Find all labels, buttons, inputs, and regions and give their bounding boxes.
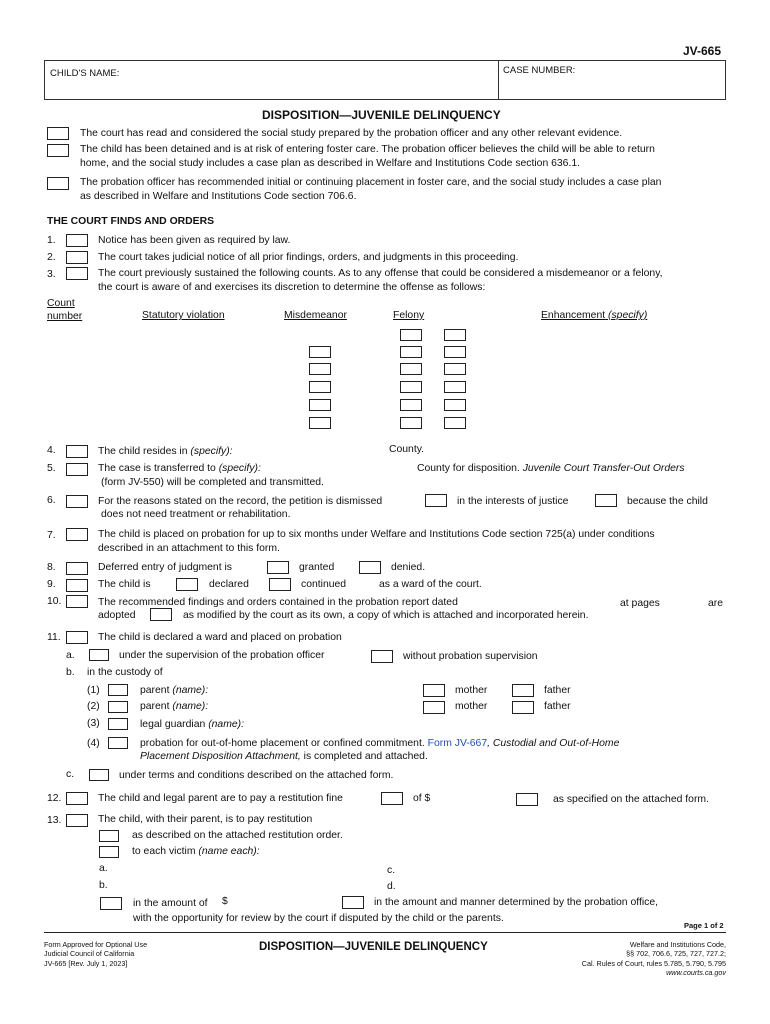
item-1-number: 1.: [47, 235, 56, 246]
custody-2-checkbox[interactable]: [108, 701, 128, 713]
item-4-text: [98, 445, 233, 458]
item-5-checkbox[interactable]: [66, 463, 88, 476]
count-3-enhancement-checkbox[interactable]: [444, 363, 466, 375]
case-number-label: CASE NUMBER:: [503, 65, 576, 76]
item-11-text: The child is declared a ward and placed on probation: [98, 632, 342, 643]
footer-sections: §§ 702, 706.6, 725, 727, 727.2;: [626, 949, 726, 958]
foster-care-risk-text-2: home, and the social study includes a case plan as described in Welfare and Institutions Code section 636.1.: [80, 158, 581, 169]
victim-d-label: d.: [387, 881, 396, 892]
no-supervision-checkbox[interactable]: [371, 650, 393, 663]
interests-of-justice-label: in the interests of justice: [457, 496, 569, 507]
custody-1-label: parent: [140, 685, 170, 696]
item-3-number: 3.: [47, 269, 56, 280]
custody-4-label: probation for out-of-home placement or confined commitment.: [140, 738, 425, 749]
item-8-checkbox[interactable]: [66, 562, 88, 575]
item-9-number: 9.: [47, 579, 56, 590]
each-victim-specify: (name each):: [198, 846, 260, 857]
fine-amount-checkbox[interactable]: [381, 792, 403, 805]
as-modified-text: as modified by the court as its own, a copy of which is attached and incorporated herein.: [183, 610, 589, 621]
item-9-checkbox[interactable]: [66, 579, 88, 592]
item-11-checkbox[interactable]: [66, 631, 88, 644]
item-11b-letter: b.: [66, 667, 75, 678]
footer-revision: JV-665 [Rev. July 1, 2023]: [44, 959, 128, 968]
count-2-enhancement-checkbox[interactable]: [444, 346, 466, 358]
ward-continued-label: continued: [301, 579, 347, 590]
deferred-granted-checkbox[interactable]: [267, 561, 289, 574]
custody-3-label: legal guardian: [140, 719, 206, 730]
item-1-text: Notice has been given as required by law.: [98, 235, 291, 246]
count-header: Count: [47, 298, 75, 309]
item-5-specify: (specify):: [218, 463, 261, 474]
ward-declared-checkbox[interactable]: [176, 578, 198, 591]
custody-4-completed: is completed and attached.: [303, 751, 428, 762]
custody-2-father-label: father: [544, 701, 571, 712]
as-modified-checkbox[interactable]: [150, 608, 172, 621]
transfer-out-orders-title: Juvenile Court Transfer-Out Orders: [522, 463, 685, 474]
item-5-county: [417, 462, 685, 475]
item-10-text: The recommended findings and orders contained in the probation report dated: [98, 597, 458, 608]
item-4-specify: (specify):: [190, 446, 233, 457]
no-treatment-label: because the child: [627, 496, 708, 507]
page-number: Page 1 of 2: [684, 921, 724, 930]
count-2-misdemeanor-checkbox[interactable]: [309, 346, 331, 358]
item-6-number: 6.: [47, 495, 56, 506]
item-11a-checkbox[interactable]: [89, 649, 109, 661]
footer-title: DISPOSITION—JUVENILE DELINQUENCY: [259, 941, 488, 953]
count-2-felony-checkbox[interactable]: [400, 346, 422, 358]
custody-1-father-label: father: [544, 685, 571, 696]
item-13-checkbox[interactable]: [66, 814, 88, 827]
case-number-field[interactable]: [498, 60, 726, 100]
item-2-text: The court takes judicial notice of all prior findings, orders, and judgments in this proceeding.: [98, 252, 519, 263]
deferred-denied-label: denied.: [391, 562, 426, 573]
item-1-checkbox[interactable]: [66, 234, 88, 247]
custody-3-checkbox[interactable]: [108, 718, 128, 730]
count-5-misdemeanor-checkbox[interactable]: [309, 399, 331, 411]
count-4-misdemeanor-checkbox[interactable]: [309, 381, 331, 393]
item-3-text-2: the court is aware of and exercises its discretion to determine the offense as follows:: [98, 282, 486, 293]
custody-2-label: parent: [140, 701, 170, 712]
custody-4-form-title: , Custodial and Out-of-Home: [487, 738, 620, 749]
social-study-checkbox[interactable]: [47, 127, 69, 140]
foster-placement-text: The probation officer has recommended initial or continuing placement in foster care, and the social study includes a case plan: [80, 177, 662, 188]
enhancement-label: Enhancement: [541, 310, 606, 321]
count-4-enhancement-checkbox[interactable]: [444, 381, 466, 393]
item-11c-text: under terms and conditions described on the attached form.: [119, 770, 394, 781]
count-4-felony-checkbox[interactable]: [400, 381, 422, 393]
item-10-are: are: [708, 598, 724, 609]
enhancement-header: [541, 309, 647, 322]
item-5-text-2: (form JV-550) will be completed and transmitted.: [101, 477, 324, 488]
custody-1-name: (name):: [172, 685, 209, 696]
item-4-county: County.: [389, 444, 425, 455]
interests-of-justice-checkbox[interactable]: [425, 494, 447, 507]
felony-header: Felony: [393, 310, 425, 321]
custody-1-text: [140, 684, 208, 697]
page-title: DISPOSITION—JUVENILE DELINQUENCY: [262, 108, 501, 122]
custody-1-mother-checkbox[interactable]: [423, 684, 445, 697]
footer-rules: Cal. Rules of Court, rules 5.785, 5.790, 5.795: [581, 959, 726, 968]
restitution-order-checkbox[interactable]: [99, 830, 119, 842]
item-11a-text: under the supervision of the probation officer: [119, 650, 325, 661]
deferred-denied-checkbox[interactable]: [359, 561, 381, 574]
fine-as-specified-checkbox[interactable]: [516, 793, 538, 806]
victim-c-label: c.: [387, 865, 396, 876]
item-12-text: The child and legal parent are to pay a restitution fine: [98, 793, 343, 804]
item-7-checkbox[interactable]: [66, 528, 88, 541]
item-2-checkbox[interactable]: [66, 251, 88, 264]
item-7-number: 7.: [47, 530, 56, 541]
custody-2-mother-label: mother: [455, 701, 488, 712]
custody-4-checkbox[interactable]: [108, 737, 128, 749]
item-11c-letter: c.: [66, 769, 75, 780]
restitution-amount-checkbox[interactable]: [100, 897, 122, 910]
item-13-number: 13.: [47, 815, 62, 826]
victim-a-label: a.: [99, 863, 108, 874]
custody-2-number: (2): [87, 701, 100, 712]
count-3-misdemeanor-checkbox[interactable]: [309, 363, 331, 375]
probation-determined-text: in the amount and manner determined by the probation office,: [374, 897, 659, 908]
item-6-checkbox[interactable]: [66, 495, 88, 508]
item-5-text: [98, 462, 261, 475]
custody-2-father-checkbox[interactable]: [512, 701, 534, 714]
item-10-checkbox[interactable]: [66, 595, 88, 608]
count-1-felony-checkbox[interactable]: [400, 329, 422, 341]
enhancement-specify: (specify): [608, 310, 648, 321]
item-7-text: The child is placed on probation for up to six months under Welfare and Institutions Code section 725(a) under conditions: [98, 529, 655, 540]
count-5-felony-checkbox[interactable]: [400, 399, 422, 411]
custody-2-text: [140, 700, 208, 713]
item-9-ward-text: as a ward of the court.: [379, 579, 482, 590]
item-4-label: The child resides in: [98, 446, 188, 457]
childs-name-label: CHILD'S NAME:: [50, 68, 120, 79]
social-study-text: The court has read and considered the social study prepared by the probation officer and any other relevant evidence.: [80, 128, 623, 139]
item-6-text-2: does not need treatment or rehabilitation.: [101, 509, 291, 520]
item-7-text-2: described in an attachment to this form.: [98, 543, 280, 554]
number-header: number: [47, 311, 83, 322]
each-victim-text: to each victim: [132, 846, 196, 857]
footer-council: Judicial Council of California: [44, 949, 135, 958]
item-12-number: 12.: [47, 793, 62, 804]
item-13-text: The child, with their parent, is to pay restitution: [98, 814, 313, 825]
footer-divider: [44, 932, 726, 933]
item-10-at-pages: at pages: [620, 598, 660, 609]
form-jv-667-link[interactable]: Form JV-667: [427, 738, 488, 749]
item-5-county-label: County for disposition.: [417, 463, 520, 474]
count-3-felony-checkbox[interactable]: [400, 363, 422, 375]
custody-1-father-checkbox[interactable]: [512, 684, 534, 697]
misdemeanor-header: Misdemeanor: [284, 310, 347, 321]
ward-declared-label: declared: [209, 579, 249, 590]
count-6-felony-checkbox[interactable]: [400, 417, 422, 429]
item-11c-checkbox[interactable]: [89, 769, 109, 781]
item-2-number: 2.: [47, 252, 56, 263]
adopted-label: adopted: [98, 610, 136, 621]
finds-heading: THE COURT FINDS AND ORDERS: [47, 216, 215, 227]
custody-4-number: (4): [87, 738, 100, 749]
childs-name-field[interactable]: [44, 60, 499, 100]
custody-3-number: (3): [87, 718, 100, 729]
statutory-header: Statutory violation: [142, 310, 225, 321]
item-5-label: The case is transferred to: [98, 463, 216, 474]
item-9-text: The child is: [98, 579, 151, 590]
custody-3-text: [140, 718, 244, 731]
deferred-granted-label: granted: [299, 562, 335, 573]
fine-amount-label: of $: [413, 793, 431, 804]
no-supervision-label: without probation supervision: [403, 651, 538, 662]
each-victim-checkbox[interactable]: [99, 846, 119, 858]
footer-code: Welfare and Institutions Code,: [629, 940, 726, 949]
form-number: JV-665: [683, 44, 722, 58]
item-10-number: 10.: [47, 596, 62, 607]
restitution-order-label: as described on the attached restitution order.: [132, 830, 343, 841]
foster-care-risk-checkbox[interactable]: [47, 144, 69, 157]
custody-2-name: (name):: [172, 701, 209, 712]
count-1-enhancement-checkbox[interactable]: [444, 329, 466, 341]
custody-1-checkbox[interactable]: [108, 684, 128, 696]
item-5-number: 5.: [47, 463, 56, 474]
custody-2-mother-checkbox[interactable]: [423, 701, 445, 714]
custody-4-text: [140, 737, 619, 750]
foster-care-risk-text: The child has been detained and is at risk of entering foster care. The probation officer believes the child will be able to return: [80, 144, 655, 155]
fine-as-specified-label: as specified on the attached form.: [553, 794, 709, 805]
no-treatment-checkbox[interactable]: [595, 494, 617, 507]
ward-continued-checkbox[interactable]: [269, 578, 291, 591]
item-3-text: The court previously sustained the following counts. As to any offense that could be considered a misdemeanor or a felony,: [98, 268, 663, 279]
review-text: with the opportunity for review by the court if disputed by the child or the parents.: [133, 913, 504, 924]
item-11a-letter: a.: [66, 650, 75, 661]
custody-4-text-2: [140, 750, 428, 763]
count-6-enhancement-checkbox[interactable]: [444, 417, 466, 429]
victim-b-label: b.: [99, 880, 108, 891]
probation-determined-checkbox[interactable]: [342, 896, 364, 909]
item-12-checkbox[interactable]: [66, 792, 88, 805]
item-11b-text: in the custody of: [87, 667, 163, 678]
foster-placement-checkbox[interactable]: [47, 177, 69, 190]
count-6-misdemeanor-checkbox[interactable]: [309, 417, 331, 429]
item-4-checkbox[interactable]: [66, 445, 88, 458]
item-8-text: Deferred entry of judgment is: [98, 562, 232, 573]
custody-1-number: (1): [87, 685, 100, 696]
item-8-number: 8.: [47, 562, 56, 573]
item-4-number: 4.: [47, 445, 56, 456]
each-victim-label: [132, 845, 260, 858]
item-3-checkbox[interactable]: [66, 267, 88, 280]
footer-website[interactable]: www.courts.ca.gov: [666, 968, 726, 977]
item-6-text: For the reasons stated on the record, the petition is dismissed: [98, 496, 383, 507]
custody-3-name: (name):: [208, 719, 244, 730]
custody-4-attachment-title: Placement Disposition Attachment,: [140, 751, 301, 762]
foster-placement-text-2: as described in Welfare and Institutions Code section 706.6.: [80, 191, 357, 202]
restitution-dollar: $: [222, 896, 228, 907]
restitution-amount-label: in the amount of: [133, 898, 208, 909]
custody-1-mother-label: mother: [455, 685, 488, 696]
footer-approval: Form Approved for Optional Use: [44, 940, 148, 949]
count-5-enhancement-checkbox[interactable]: [444, 399, 466, 411]
item-11-number: 11.: [47, 632, 61, 643]
